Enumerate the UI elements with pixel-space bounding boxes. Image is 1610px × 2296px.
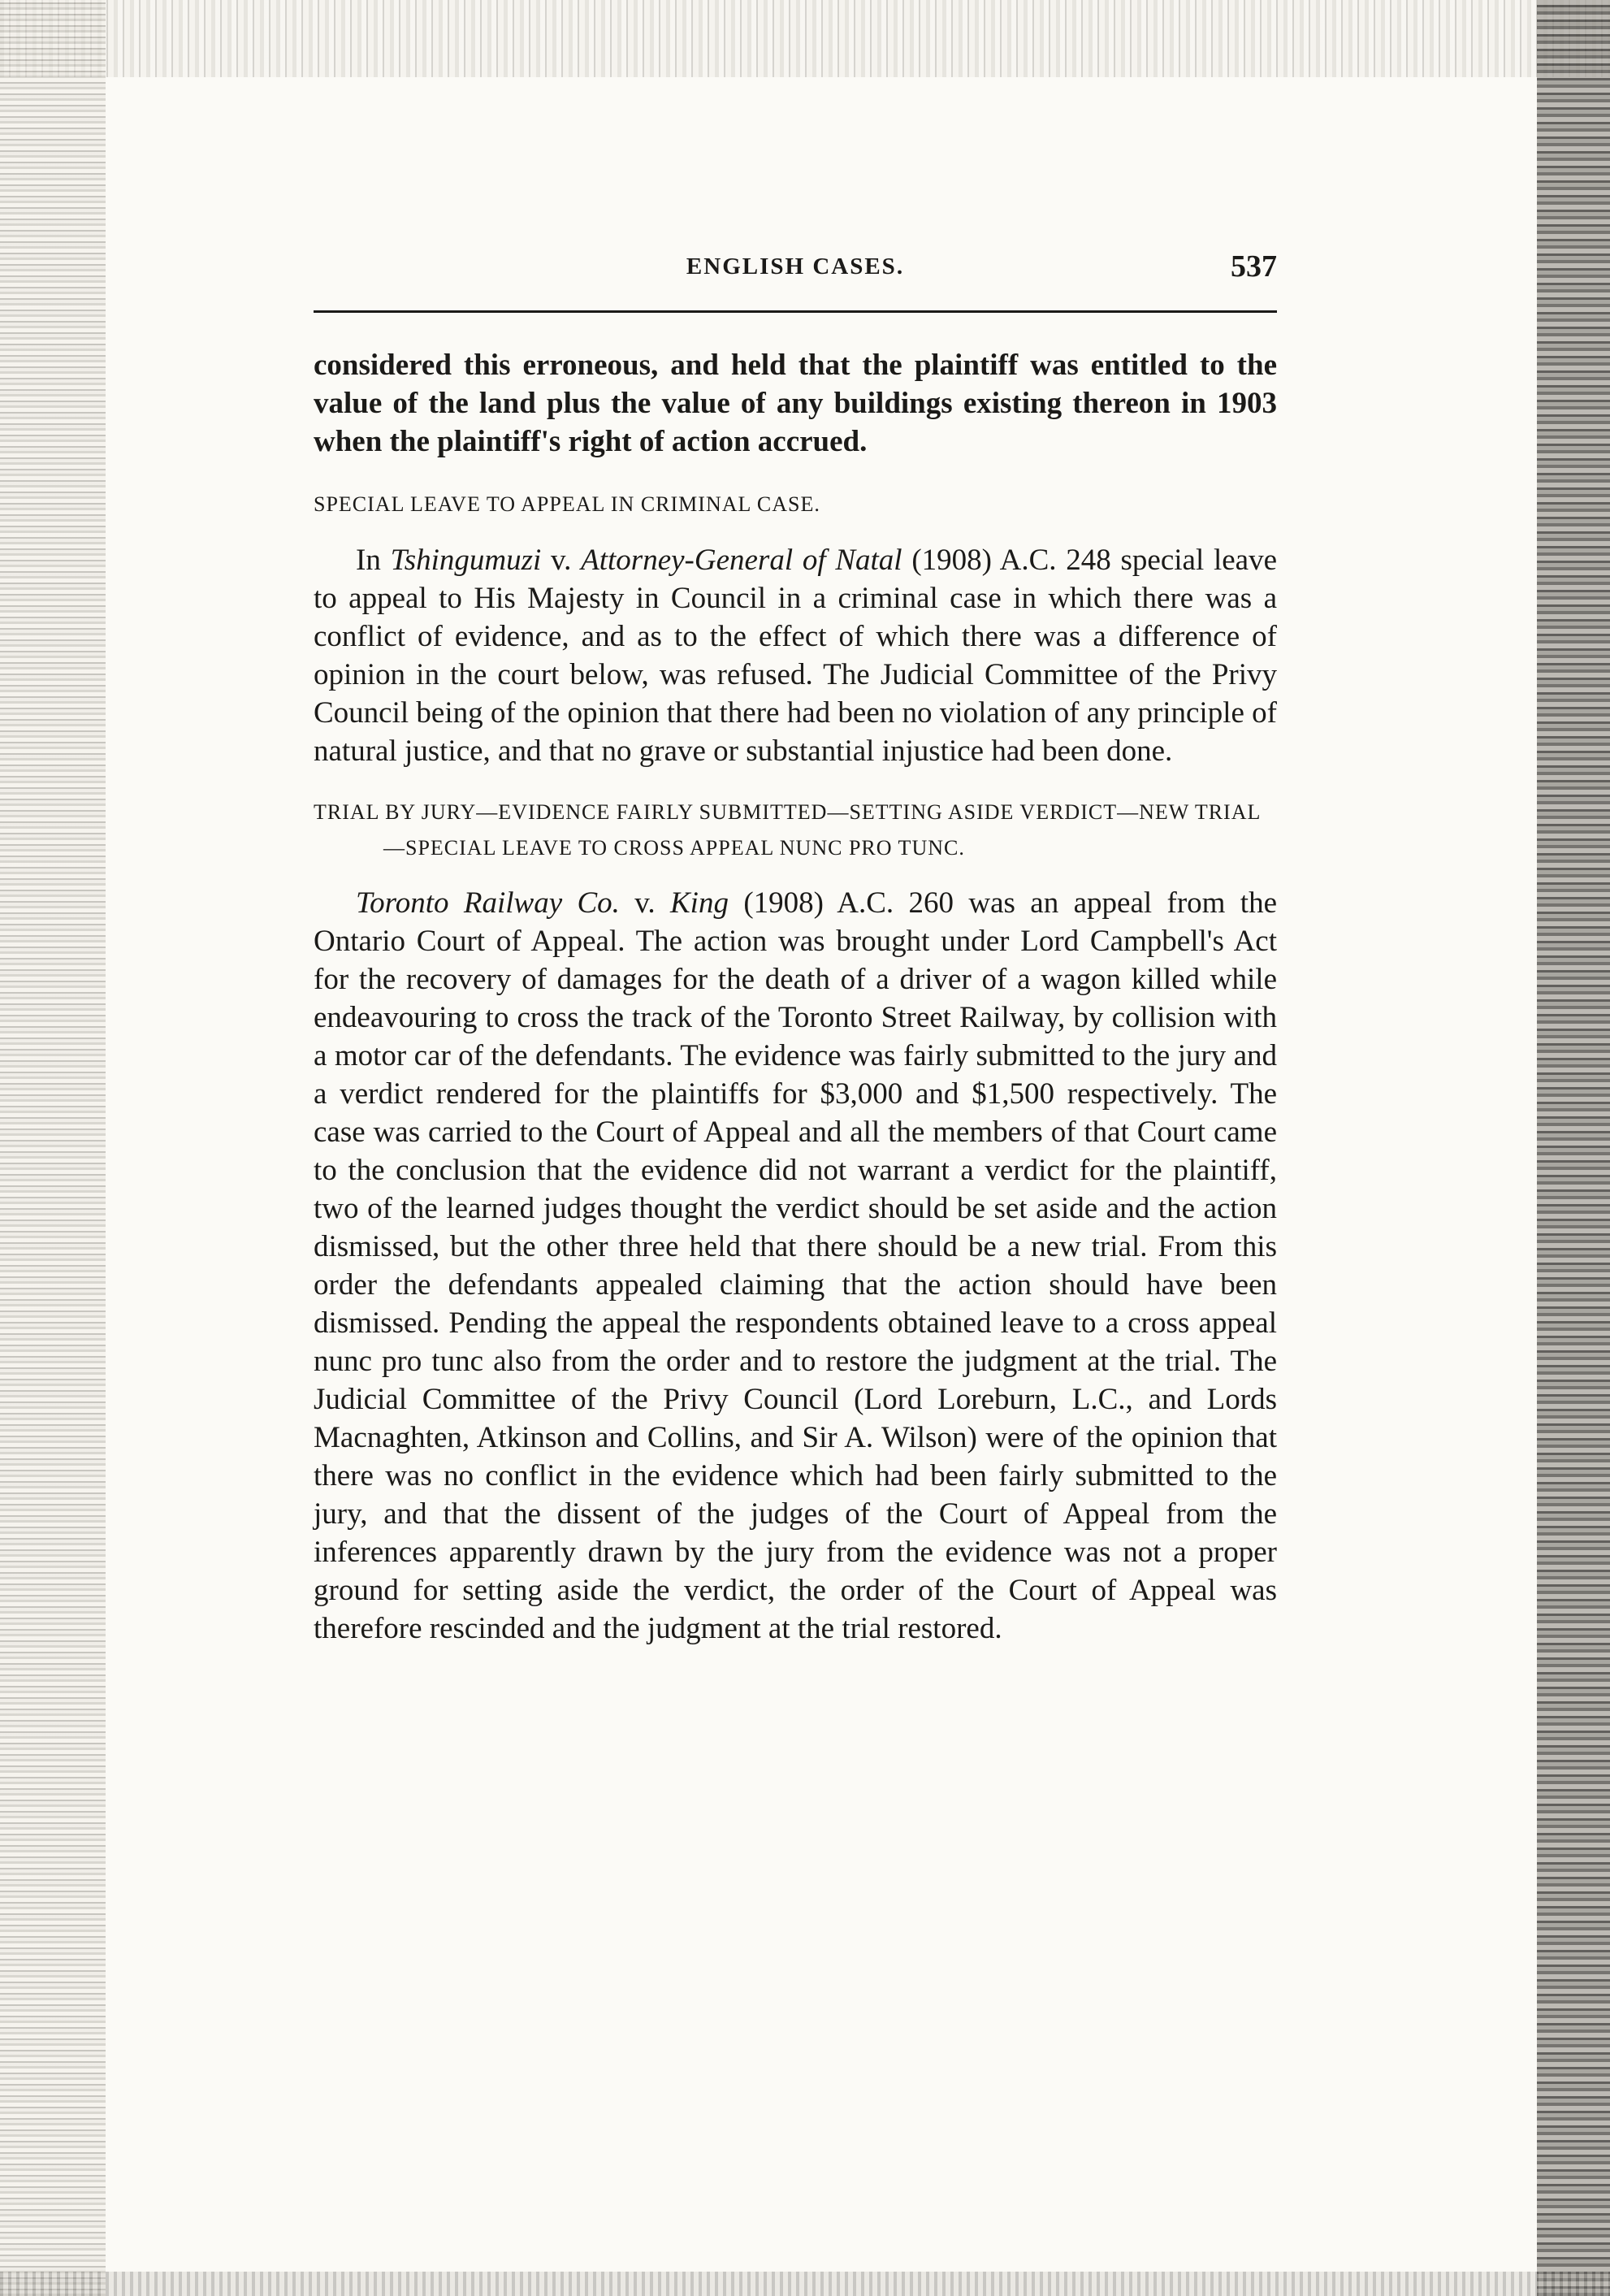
case-text: special leave to appeal to His Majesty in Council in a criminal case in which there was a conflict of evidence, and as to the effect of which there was a difference of opinion in the court below, was refused. The Judicial Committee of the Privy Council being of the opinion that there had been no violation of any principle of natural justice, and that no grave or substantial injustice had been done.	[314, 544, 1278, 768]
case-party-a: Tshingumuzi	[390, 544, 542, 577]
case-prefix: In	[356, 544, 391, 577]
running-head: ENGLISH CASES.	[686, 253, 905, 279]
intro-paragraph: considered this erroneous, and held that the plaintiff was entitled to the value of the land plus the value of any buildings existing thereon in 1903 when the plaintiff's right of action accrued.	[314, 349, 1277, 458]
scan-edge-right	[1537, 0, 1610, 2296]
case-paragraph-tshingumuzi	[314, 541, 1277, 770]
case-citation: (1908) A.C. 260	[728, 886, 954, 920]
case-versus: v.	[541, 544, 582, 577]
case-paragraph-toronto-railway	[314, 884, 1277, 1648]
page-header	[314, 249, 1277, 294]
case-party-a: Toronto Railway Co.	[356, 886, 620, 920]
scan-edge-bottom	[0, 2272, 1610, 2296]
case-citation: (1908) A.C. 248	[902, 544, 1111, 577]
case-versus: v.	[619, 886, 670, 920]
section-heading-special-leave: SPECIAL LEAVE TO APPEAL IN CRIMINAL CASE.	[314, 492, 820, 516]
case-party-b: Attorney-General of Natal	[581, 544, 902, 577]
section-heading-trial-by-jury: TRIAL BY JURY—EVIDENCE FAIRLY SUBMITTED—SETTING ASIDE VERDICT—NEW TRIAL—SPECIAL LEAVE TO CROSS APPEAL NUNC PRO TUNC.	[314, 800, 1262, 860]
scan-edge-left	[0, 0, 106, 2296]
page-number: 537	[1231, 249, 1277, 284]
case-party-b: King	[669, 886, 729, 920]
body-text	[314, 346, 1277, 1648]
header-rule	[314, 310, 1277, 313]
case-text: was an appeal from the Ontario Court of Appeal. The action was brought under Lord Campbell's Act for the recovery of damages for the death of a driver of a wagon killed while endeavouring to cross the track of the Toronto Street Railway, by collision with a motor car of the defendants. The evidence was fairly submitted to the jury and a verdict rendered for the plaintiffs for $3,000 and $1,500 respectively. The case was carried to the Court of Appeal and all the members of that Court came to the conclusion that the evidence did not warrant a verdict for the plaintiff, two of the learned judges thought the verdict should be set aside and the action dismissed, but the other three held that there should be a new trial. From this order the defendants appealed claiming that the action should have been dismissed. Pending the appeal the respondents obtained leave to a cross appeal nunc pro tunc also from the order and to restore the judgment at the trial. The Judicial Committee of the Privy Council (Lord Loreburn, L.C., and Lords Macnaghten, Atkinson and Collins, and Sir A. Wilson) were of the opinion that there was no conflict in the evidence which had been fairly submitted to the jury, and that the dissent of the judges of the Court of Appeal from the inferences apparently drawn by the jury from the evidence was not a proper ground for setting aside the verdict, the order of the Court of Appeal was therefore rescinded and the judgment at the trial restored.	[314, 886, 1277, 1645]
scan-edge-top	[0, 0, 1610, 77]
